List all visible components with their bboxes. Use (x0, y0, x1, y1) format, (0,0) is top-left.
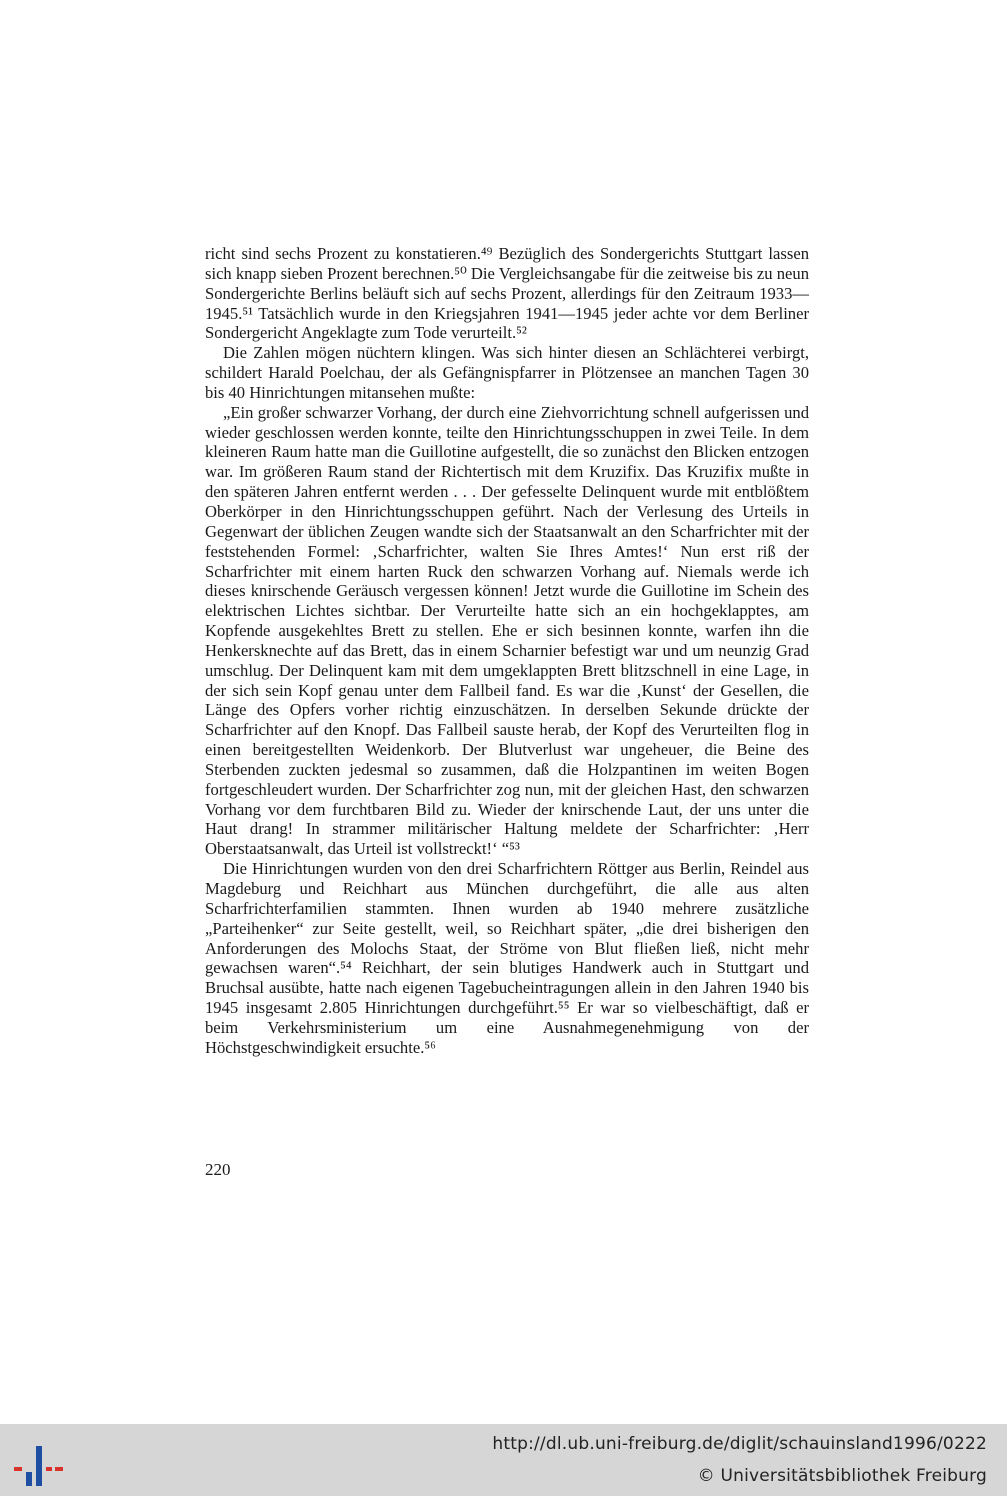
footer-bar (0, 1424, 1007, 1496)
body-text (205, 244, 809, 1058)
paragraph-executioners: Die Hinrichtungen wurden von den drei Scharfrichtern Röttger aus Berlin, Reindel aus Magdeburg und Reichhart aus München durchgeführt, die alle aus alten Scharfrichterfamilien stammten. Ihnen wurden ab 1940 mehrere zusätzliche „Parteihenker“ zur Seite gestellt, weil, so Reichhart später, „die drei bisherigen den Anforderungen des Molochs Staat, der Ströme von Blut fließen ließ, nicht mehr gewachsen waren“.⁵⁴ Reichhart, der sein blutiges Handwerk auch in Stuttgart und Bruchsal ausübte, hatte nach eigenen Tagebucheintragungen allein in den Jahren 1940 bis 1945 insgesamt 2.805 Hinrichtungen durchgeführt.⁵⁵ Er war so vielbeschäftigt, daß er beim Verkehrsministerium um eine Ausnahmegenehmigung von der Höchstgeschwindigkeit ersuchte.⁵⁶ (205, 859, 809, 1057)
ub-freiburg-logo-icon (12, 1434, 66, 1488)
footer-copyright: © Universitätsbibliothek Freiburg (697, 1466, 987, 1486)
footer-url-link[interactable]: http://dl.ub.uni-freiburg.de/diglit/schauinsland1996/0222 (492, 1434, 987, 1454)
page-number: 220 (205, 1160, 231, 1179)
paragraph-quote: „Ein großer schwarzer Vorhang, der durch eine Ziehvorrichtung schnell aufgerissen und wieder geschlossen werden konnte, teilte den Hinrichtungsschuppen in zwei Teile. In dem kleineren Raum hatte man die Guillotine aufgestellt, die so zunächst den Blicken entzogen war. Im größeren Raum stand der Richtertisch mit dem Kruzifix. Das Kruzifix mußte in den späteren Jahren entfernt werden . . . Der gefesselte Delinquent wurde mit entblößtem Oberkörper in den Hinrichtungsschuppen geführt. Nach der Verlesung des Urteils in Gegenwart der üblichen Zeugen wandte sich der Staatsanwalt an den Scharfrichter mit der feststehenden Formel: ‚Scharfrichter, walten Sie Ihres Amtes!‘ Nun erst riß der Scharfrichter mit einem harten Ruck den schwarzen Vorhang auf. Niemals werde ich dieses knirschende Geräusch vergessen können! Jetzt wurde die Guillotine im Schein des elektrischen Lichtes sichtbar. Der Verurteilte hatte sich an ein hochgeklapptes, am Kopfende ausgekehltes Brett zu stellen. Ehe er sich besinnen konnte, warfen ihn die Henkersknechte auf das Brett, das in einem Scharnier befestigt war und um neunzig Grad umschlug. Der Delinquent kam mit dem umgeklappten Brett blitzschnell in eine Lage, in der sich sein Kopf genau unter dem Fallbeil fand. Es war die ‚Kunst‘ der Gesellen, die Länge des Opfers vorher richtig einzuschätzen. In derselben Sekunde drückte der Scharfrichter auf den Knopf. Das Fallbeil sauste herab, der Kopf des Verurteilten flog in einen bereitgestellten Weidenkorb. Der Blutverlust war ungeheuer, die Beine des Sterbenden zuckten jedesmal so zusammen, daß die Holzpantinen im weiten Bogen fortgeschleudert wurden. Der Scharfrichter zog nun, mit der gleichen Hast, den schwarzen Vorhang vor dem furchtbaren Bild zu. Wieder der knirschende Laut, der uns unter die Haut drang! In strammer militärischer Haltung meldete der Scharfrichter: ‚Herr Oberstaatsanwalt, das Urteil ist vollstreckt!‘ “⁵³ (205, 402, 809, 859)
paragraph-statistics: richt sind sechs Prozent zu konstatieren.⁴⁹ Bezüglich des Sondergerichts Stuttgart lassen sich knapp sieben Prozent berechnen.⁵⁰ Die Vergleichsangabe für die zeitweise bis zu neun Sondergerichte Berlins beläuft sich auf sechs Prozent, allerdings für den Zeitraum 1933—1945.⁵¹ Tatsächlich wurde in den Kriegsjahren 1941—1945 jeder achte vor dem Berliner Sondergericht Angeklagte zum Tode verurteilt.⁵² (205, 244, 809, 343)
paragraph-poelchau-intro: Die Zahlen mögen nüchtern klingen. Was sich hinter diesen an Schlächterei verbirgt, schildert Harald Poelchau, der als Gefängnispfarrer in Plötzensee an manchen Tagen 30 bis 40 Hinrichtungen mitansehen mußte: (205, 343, 809, 402)
